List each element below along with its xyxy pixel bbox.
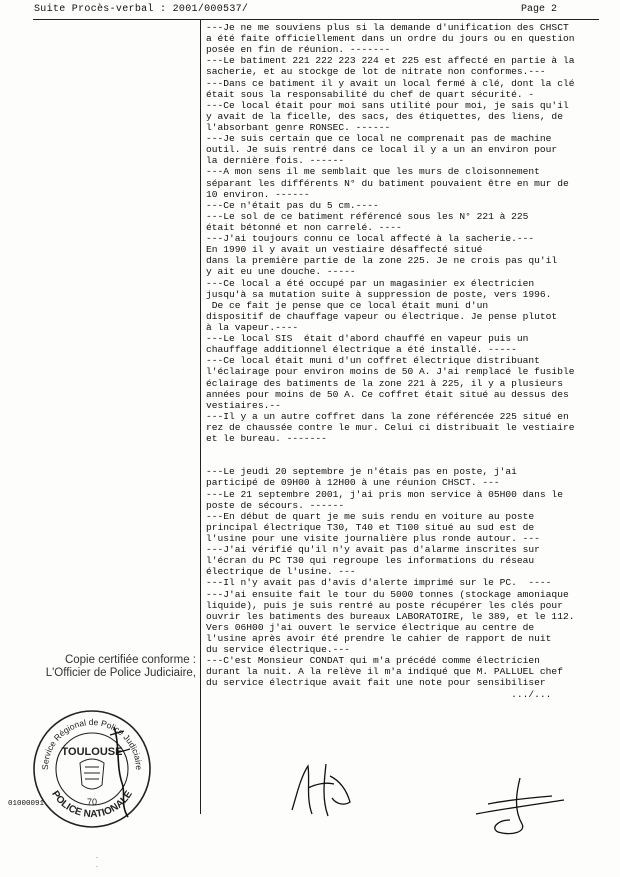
statement-line: électrique de l'usine. ---	[206, 566, 356, 578]
statement-line: ---Ce local était pour moi sans utilité pour moi, je sais qu'il	[206, 99, 569, 111]
statement-line: liquide), puis je suis rentré au poste récupérer les clés pour	[206, 599, 563, 611]
statement-line: De ce fait je pense que ce local était muni d'un	[206, 299, 489, 311]
statement-line: posée en fin de réunion. -------	[206, 44, 391, 56]
statement-line: ---J'ai toujours connu ce local affecté à la sacherie.---	[206, 233, 535, 245]
statement-line: dispositif de chauffage vapeur ou électrique. Je pense plutot	[206, 310, 558, 322]
statement-line: poste de sécours. ------	[206, 499, 345, 511]
certification-line: Copie certifiée conforme :	[64, 654, 196, 666]
statement-line: 10 environ. ------	[206, 188, 310, 200]
svg-text:Service Régional de Police Jud	[40, 717, 144, 770]
certification-block	[26, 654, 196, 680]
statement-line: vestiaires.--	[206, 399, 281, 411]
statement-line: ---Le batiment 221 222 223 224 et 225 est affecté en partie à la	[206, 55, 575, 67]
statement-line: a été faite officiellement dans un ordre du jours ou en question	[206, 33, 575, 45]
statement-line: du service électrique avait fait une note pour sensibiliser	[206, 677, 546, 689]
statement-line: la dernière fois. ------	[206, 155, 345, 167]
statement-line: jusqu'à sa mutation suite à suppression de poste, vers 1996.	[206, 288, 552, 300]
seal-city-text: TOULOUSE	[61, 746, 123, 758]
document-header-title: Suite Procès-verbal : 2001/000537/	[34, 4, 249, 15]
seal-top-text: Service Régional de Police Judiciaire	[39, 716, 145, 771]
statement-line: années pour moins de 50 A. Ce coffret était situé au dessus des	[206, 388, 569, 400]
statement-line: ---J'ai vérifié qu'il n'y avait pas d'alarme inscrites sur	[206, 544, 540, 556]
statement-line: ---Ce n'était pas du 5 cm.----	[206, 199, 379, 211]
statement-line: ---Je suis certain que ce local ne comprenait pas de machine	[206, 133, 552, 145]
statement-line: participé de 09H00 à 12H00 à une réunion CHSCT. ---	[206, 477, 500, 489]
officer-title: L'Officier de Police Judiciaire,	[45, 667, 196, 679]
margin-rule	[200, 19, 201, 814]
statement-line: durant la nuit. A la relève il m'a indiqué que M. PALLUEL chef	[206, 666, 563, 678]
header-rule	[33, 19, 599, 20]
statement-line: était sous la responsabilité du chef de quart sécurité. -	[206, 88, 535, 100]
statement-line: séparant les différents N° du batiment pouvaient être en mur de	[206, 177, 569, 189]
scan-speck: .	[96, 862, 98, 869]
statement-line: et le bureau. -------	[206, 433, 327, 445]
statement-line: ---J'ai ensuite fait le tour du 5000 tonnes (stockage amoniaque	[206, 588, 569, 600]
statement-line: En 1990 il y avait un vestiaire désaffecté situé	[206, 244, 483, 256]
statement-line: chauffage additionnel électrique a été installé. -----	[206, 344, 517, 356]
statement-line: ---Le 21 septembre 2001, j'ai pris mon service à 05H00 dans le	[206, 488, 563, 500]
police-seal-stamp	[28, 705, 156, 833]
statement-line: était bétonné et non carrelé. ----	[206, 221, 402, 233]
statement-line: ouvrir les batiments des bureaux LABORATOIRE, le 389, et le 112.	[206, 610, 575, 622]
statement-line: ---En début de quart je me suis rendu en voiture au poste	[206, 510, 535, 522]
page-number: Page 2	[521, 4, 558, 15]
statement-line: l'écran du PC T30 qui regroupe les informations du réseau	[206, 555, 535, 567]
statement-line: principal électrique T30, T40 et T100 situé au sud est de	[206, 521, 535, 533]
scan-speck: .	[96, 853, 98, 860]
statement-line: y avait de la ficelle, des sacs, des étiquettes, des liens, de	[206, 110, 563, 122]
statement-line: l'usine pour une visite journalière plus ronde autour. ---	[206, 533, 540, 545]
statement-line	[206, 444, 606, 455]
seal-bottom-text: POLICE NATIONALE	[49, 789, 135, 821]
statement-line	[206, 455, 606, 466]
statement-line: ---Il y a un autre coffret dans la zone référencée 225 situé en	[206, 410, 569, 422]
statement-line: l'usine après avoir été prendre le cahier de rapport de nuit	[206, 633, 552, 645]
signature-right	[468, 774, 568, 840]
signature-left	[286, 758, 356, 820]
statement-line: ---Le sol de ce batiment référencé sous les N° 221 à 225	[206, 210, 529, 222]
seal-emblem	[80, 759, 104, 789]
statement-line: ---Ce local était muni d'un coffret électrique distribuant	[206, 355, 540, 367]
statement-line: y ait eu une douche. -----	[206, 266, 356, 278]
statement-line: éclairage des batiments de la zone 221 à 225, il y a plusieurs	[206, 377, 563, 389]
seal-number: 70	[86, 797, 98, 807]
statement-line: .../...	[206, 688, 552, 700]
statement-body	[206, 22, 606, 700]
statement-line: ---C'est Monsieur CONDAT qui m'a précédé comme électricien	[206, 655, 540, 667]
statement-line: l'éclairage pour environ moins de 50 A. J'ai remplacé le fusible	[206, 366, 575, 378]
statement-line: dans la première partie de la zone 225. Je ne crois pas qu'il	[206, 255, 558, 267]
statement-line: Vers 06H00 j'ai ouvert le service électrique au centre de	[206, 621, 535, 633]
stamp-id-number: 01000091	[8, 800, 45, 808]
statement-line: à la vapeur.----	[206, 321, 299, 333]
statement-line: du service électrique.---	[206, 644, 350, 656]
statement-line: ---Je ne me souviens plus si la demande d'unification des CHSCT	[206, 22, 569, 33]
statement-line: ---Ce local a été occupé par un magasinier ex électricien	[206, 277, 535, 289]
statement-line: ---A mon sens il me semblait que les murs de cloisonnement	[206, 166, 540, 178]
statement-line: outil. Je suis rentré dans ce local il y a un an environ pour	[206, 144, 558, 156]
statement-line: ---Le jeudi 20 septembre je n'étais pas en poste, j'ai	[206, 466, 517, 478]
statement-line: rez de chaussée contre le mur. Celui ci distribuait le vestiaire	[206, 421, 575, 433]
statement-line: ---Le local SIS était d'abord chauffé en vapeur puis un	[206, 333, 529, 345]
statement-line: ---Dans ce batiment il y avait un local fermé à clé, dont la clé	[206, 77, 575, 89]
statement-line: sacherie, et au stockge de lot de nitrate non conformes.---	[206, 66, 546, 78]
statement-line: l'absorbant genre RONSEC. ------	[206, 121, 391, 133]
statement-line: ---Il n'y avait pas d'avis d'alerte imprimé sur le PC. ----	[206, 577, 552, 589]
